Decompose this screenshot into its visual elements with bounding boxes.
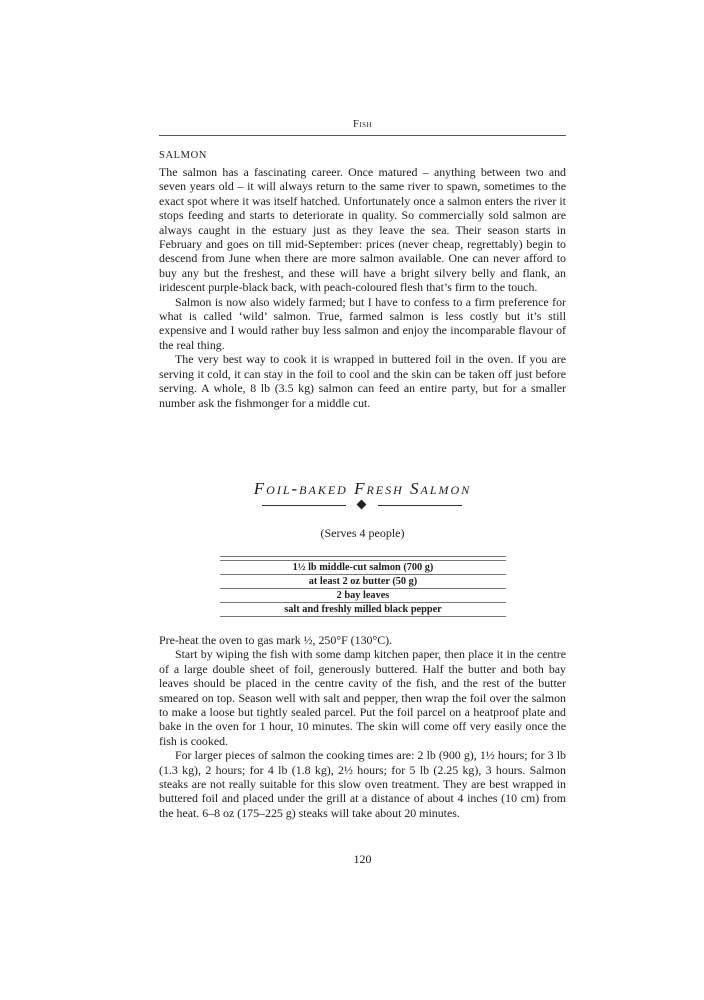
serves-note: (Serves 4 people) (320, 526, 405, 540)
ingredient-item: salt and freshly milled black pepper (220, 603, 506, 617)
ornament-line-right (378, 505, 462, 506)
ingredients-top-rule (220, 556, 506, 557)
method-paragraph: Start by wiping the fish with some damp kitchen paper, then place it in the centre of a large double sheet of foil, generously buttered. Half the butter and both bay leaves should be placed in the centre cavity of the fish, and the rest of the butter smeared on top. Season well with salt and pepper, then wrap the foil over the salmon to make a loose but tightly sealed parcel. Put the foil parcel on a heatproof plate and bake in the oven for 1 hour, 10 minutes. The skin will come off very easily once the fish is cooked. (159, 647, 566, 748)
intro-text (159, 165, 566, 410)
title-ornament (262, 499, 462, 511)
ingredient-item: at least 2 oz butter (50 g) (220, 575, 506, 589)
recipe-title: Foil-baked Fresh Salmon (253, 479, 472, 498)
intro-paragraph: Salmon is now also widely farmed; but I have to confess to a firm preference for what is called ‘wild’ salmon. True, farmed salmon is less costly but it’s still expensive and I would rather buy less salmon and enjoy the incomparable flavour of the real thing. (159, 294, 566, 352)
method-paragraph: Pre-heat the oven to gas mark ½, 250°F (130°C). (159, 633, 393, 647)
intro-paragraph: The very best way to cook it is wrapped in buttered foil in the oven. If you are serving it cold, it can stay in the foil to cool and the skin can be taken off just before serving. A whole, 8 lb (3.5 kg) salmon can feed an entire party, but for a smaller number ask the fishmonger for a middle cut. (159, 352, 566, 410)
ornament-line-left (262, 505, 346, 506)
intro-paragraph: The salmon has a fascinating career. Once matured – anything between two and seven years old – it will always return to the same river to spawn, sometimes to the exact spot where it was itself hatched. Unfortunately once a salmon enters the river it stops feeding and starts to deteriorate in quality. So commercially sold salmon are always caught in the estuary just as they leave the sea. Their season starts in February and goes on till mid-September: prices (never cheap, regrettably) begin to descend from June when there are more salmon available. One can never afford to buy any but the freshest, and these will have a bright silvery belly and flank, an iridescent purple-black back, with peach-coloured flesh that’s firm to the touch. (159, 165, 566, 295)
running-head: Fish (352, 119, 373, 130)
ingredient-item: 1½ lb middle-cut salmon (700 g) (220, 561, 506, 575)
page-number: 120 (353, 852, 372, 866)
method-text (159, 633, 566, 820)
section-title: SALMON (159, 150, 207, 161)
method-paragraph: For larger pieces of salmon the cooking times are: 2 lb (900 g), 1½ hours; for 3 lb (1.3 kg), 2 hours; for 4 lb (1.8 kg), 2½ hours; for 5 lb (2.25 kg), 3 hours. Salmon steaks are not really suitable for this slow oven treatment. They are best wrapped in buttered foil and placed under the grill at a distance of about 4 inches (10 cm) from the heat. 6–8 oz (175–225 g) steaks will take about 20 minutes. (159, 748, 566, 820)
diamond-icon (357, 500, 367, 510)
ingredient-item: 2 bay leaves (220, 589, 506, 603)
ingredients-list (220, 556, 506, 617)
header-rule (159, 135, 566, 136)
